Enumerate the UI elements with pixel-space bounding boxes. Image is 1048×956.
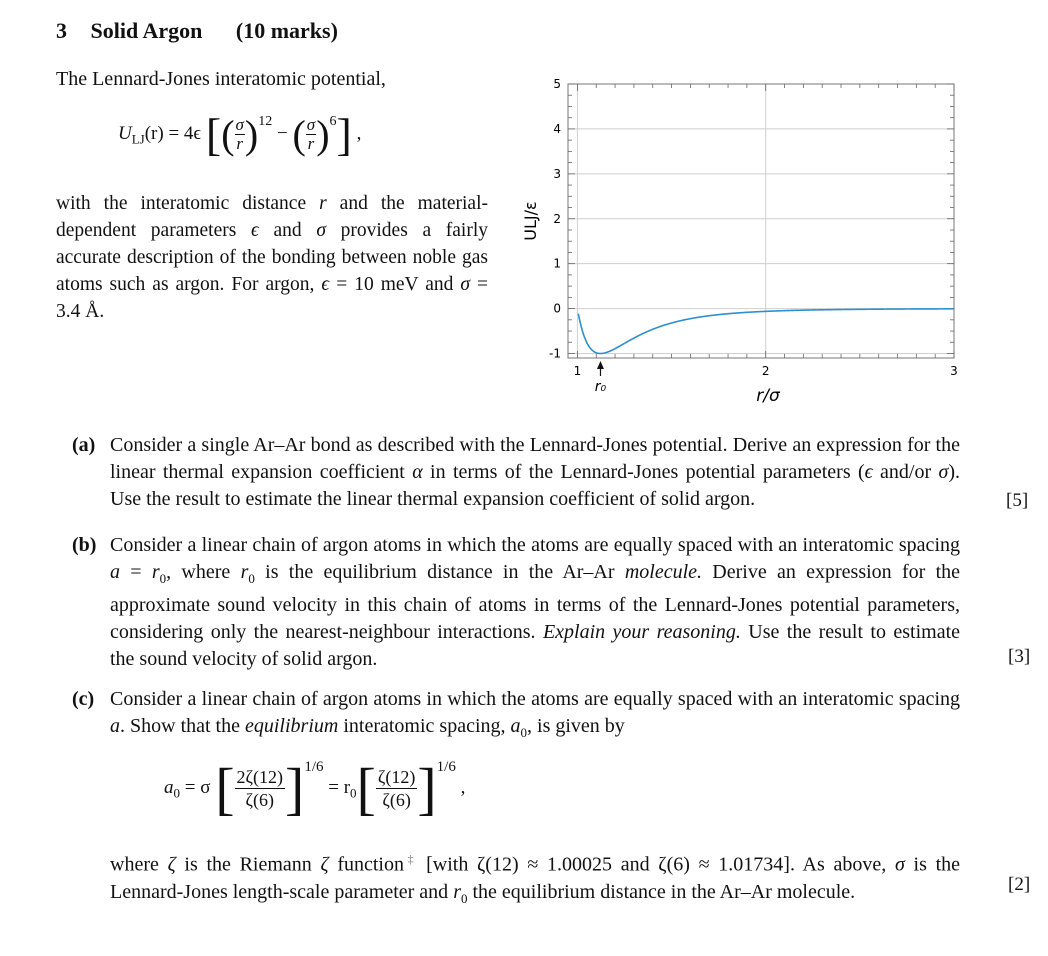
plot-frame — [568, 84, 954, 358]
y-axis-label: ULJ/ε — [521, 201, 540, 241]
part-c — [72, 686, 960, 746]
question-marks: (10 marks) — [235, 18, 338, 43]
eq1-minus: − — [277, 122, 288, 144]
chart-grid — [568, 84, 954, 358]
question-title: Solid Argon — [90, 18, 203, 43]
eq2-frac-2: $\frac{\zeta(12)}{\zeta(6)}$ — [377, 767, 416, 810]
y-tick-label-2: 2 — [553, 211, 561, 226]
x-tick-label-1: 1 — [573, 364, 582, 378]
y-tick-label-5: 5 — [553, 77, 561, 91]
lj-potential-chart — [500, 72, 970, 417]
eq2-frac-1: $\frac{2\zeta(12)}{\zeta(6)}$ — [236, 767, 283, 810]
x-tick-label-3: 3 — [950, 364, 958, 378]
part-b — [72, 532, 960, 673]
eq1-lhs: U — [118, 122, 132, 144]
a0-equation: $a_0 = \sigma$ [ $\frac{2\zeta(12)}{\zeta(6)}$ ]$^{1/6} = r_0$[ $\frac{\zeta(12)}{\zeta(6)}$ ]$^{1/6}$ , — [164, 756, 466, 821]
part-b-label: (b) — [72, 534, 97, 556]
eq1-lhs-sub: LJ — [131, 131, 145, 147]
lj-equation: $U_{LJ}(r) = 4\epsilon$ [( $\frac{\sigma}{r}$ )$^{12}$ − ( $\frac{\sigma}{r}$ )$^6$] , — [118, 109, 362, 160]
eq1-exp-6: 6 — [329, 113, 337, 129]
question-number: 3 — [56, 18, 67, 43]
part-a-label: (a) — [72, 434, 96, 456]
r0-arrow-head — [597, 361, 604, 369]
part-a-marks: [5] — [1006, 490, 1029, 511]
chart-ticks — [568, 84, 954, 358]
part-b-marks: [3] — [1008, 646, 1031, 667]
part-a — [72, 432, 960, 513]
eq1-trail: , — [356, 122, 362, 144]
x-axis-label: r/σ — [756, 386, 780, 406]
y-tick-label-4: 4 — [553, 121, 561, 136]
eq2-exp-1: 1/6 — [304, 758, 324, 775]
r0-label: r₀ — [594, 379, 607, 395]
y-tick-label-3: 3 — [553, 166, 561, 181]
eq1-lhs-arg: (r) = 4ϵ — [144, 122, 202, 144]
r0-annotation — [595, 361, 607, 395]
eq1-frac-1: $\frac{\sigma}{r}$ — [235, 115, 244, 153]
intro-paragraph: with the interatomic distance r and the material-dependent parameters ϵ and σ provides a fairly accurate description of the bonding between noble gas atoms such as argon. For argon, ϵ = 10 meV and σ = 3.4 Å. — [56, 193, 488, 322]
part-c-where-text: where ζ is the Riemann ζ function‡ [with ζ(12) ≈ 1.00025 and ζ(6) ≈ 1.01734]. As above, σ is the Lennard-Jones length-scale parameter and $r_0$ the equilibrium distance in the Ar–Ar molecule. — [110, 852, 961, 906]
part-a-text: Consider a single Ar–Ar bond as described with the Lennard-Jones potential. Derive an expression for the linear thermal expansion coefficient α in terms of the Lennard-Jones potential parameters (ϵ and/or σ). Use the result to estimate the linear thermal expansion coefficient of solid argon. — [110, 434, 961, 510]
y-tick-label--1: -1 — [549, 346, 561, 361]
part-b-text: Consider a linear chain of argon atoms in which the atoms are equally spaced with an interatomic spacing $a = r_0$, where $r_0$ is the equilibrium distance in the Ar–Ar molecule. Derive an expression for the approximate sound velocity in this chain of atoms in terms of the Lennard-Jones potential parameters, considering only the nearest-neighbour interactions. Explain your reasoning. Use the result to estimate the sound velocity of solid argon. — [110, 534, 961, 670]
eq1-frac-2: $\frac{\sigma}{r}$ — [306, 115, 316, 153]
part-c-label: (c) — [72, 688, 95, 710]
eq2-exp-2: 1/6 — [436, 758, 456, 775]
eq1-exp-12: 12 — [258, 113, 273, 129]
x-tick-label-2: 2 — [761, 364, 770, 378]
question-heading — [56, 18, 338, 44]
part-c-continuation — [72, 846, 960, 912]
part-c-marks: [2] — [1008, 874, 1031, 895]
y-tick-label-1: 1 — [553, 256, 561, 271]
intro-text: The Lennard-Jones interatomic potential, — [56, 68, 386, 90]
y-tick-label-0: 0 — [553, 301, 561, 316]
part-c-text: Consider a linear chain of argon atoms in which the atoms are equally spaced with an interatomic spacing a. Show that the equilibrium interatomic spacing, $a_0$, is given by — [110, 688, 960, 740]
